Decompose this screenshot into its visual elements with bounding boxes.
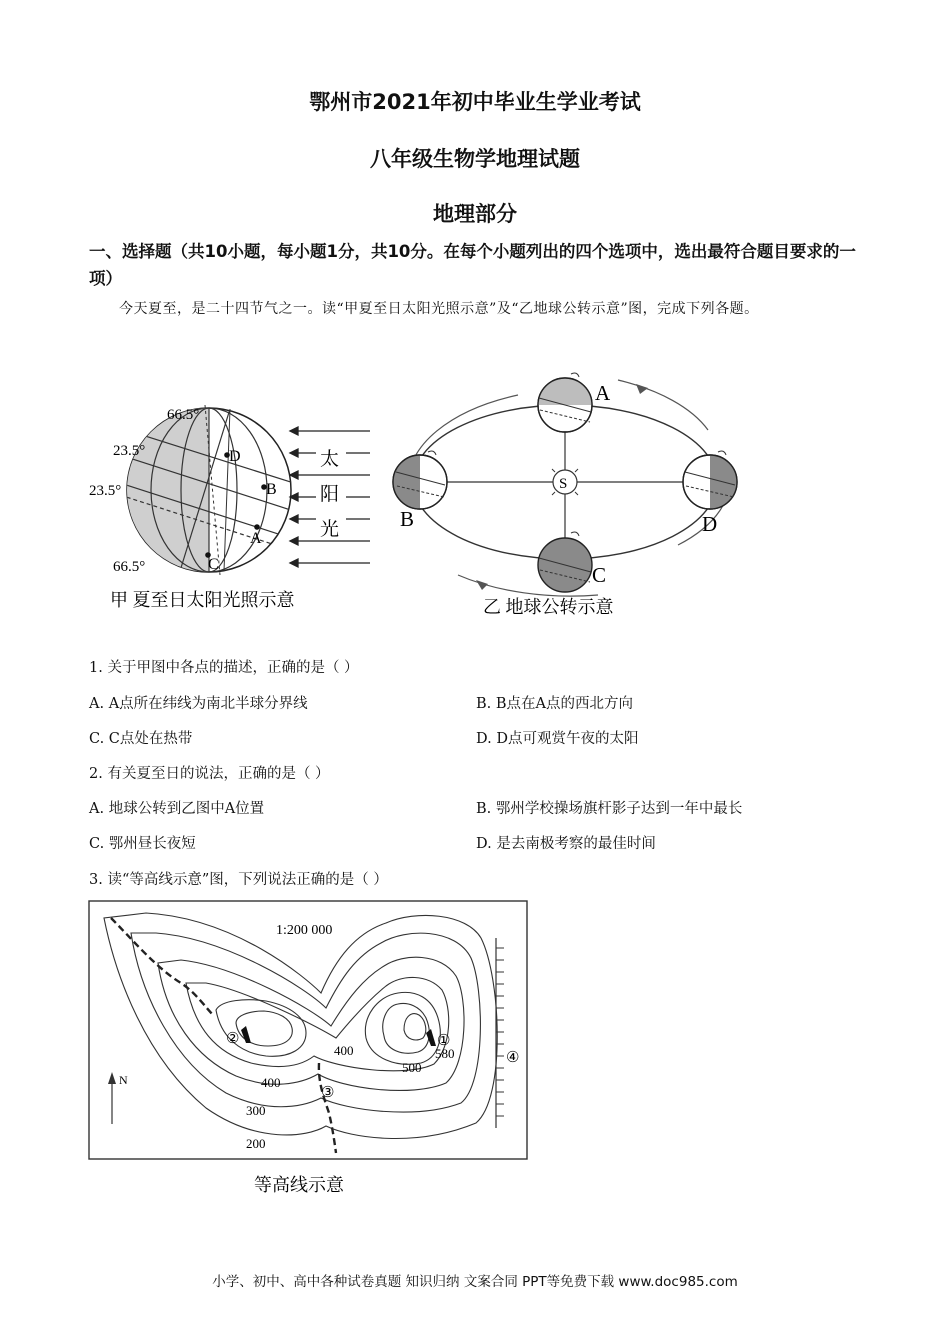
figure-jia-caption: 甲 夏至日太阳光照示意 xyxy=(110,590,295,610)
figure-jia-sunlight-diagram xyxy=(80,395,380,620)
question-3-stem: 3. 读“等高线示意”图，下列说法正确的是（ ） xyxy=(89,872,388,888)
map-mark-1: ① xyxy=(437,1033,451,1049)
contour-label-500: 500 xyxy=(402,1060,422,1075)
lat-66-5-top-label: 66.5° xyxy=(167,407,200,423)
sun-char-tai: 太 xyxy=(320,449,340,470)
lat-23-5-top-label: 23.5° xyxy=(113,443,146,459)
orbit-position-b-label: B xyxy=(400,507,415,531)
question-1-stem: 1. 关于甲图中各点的描述，正确的是（ ） xyxy=(89,660,359,676)
north-label: N xyxy=(119,1073,128,1087)
question-2-option-a: A. 地球公转到乙图中A位置 xyxy=(89,801,265,817)
question-2-stem: 2. 有关夏至日的说法，正确的是（ ） xyxy=(89,766,330,782)
map-mark-3: ③ xyxy=(321,1085,335,1101)
contour-label-400-mid: 400 xyxy=(334,1043,354,1058)
section-intro: 今天夏至，是二十四节气之一。读“甲夏至日太阳光照示意”及“乙地球公转示意”图，完成下列各题。 xyxy=(119,301,759,317)
question-1-option-a: A. A点所在纬线为南北半球分界线 xyxy=(89,696,308,712)
orbit-position-c-label: C xyxy=(592,563,607,587)
section-heading: 一、选择题（共10小题，每小题1分，共10分。在每个小题列出的四个选项中，选出最符合题目要求的一项） xyxy=(89,242,856,288)
figure-yi-caption: 乙 地球公转示意 xyxy=(483,597,614,617)
map-scale-label: 1:200 000 xyxy=(276,923,333,938)
exam-title: 鄂州市2021年初中毕业生学业考试 xyxy=(309,90,641,114)
question-1-option-b: B. B点在A点的西北方向 xyxy=(476,696,633,712)
question-1-option-c: C. C点处在热带 xyxy=(89,731,193,747)
question-2-option-c: C. 鄂州昼长夜短 xyxy=(89,836,196,852)
lat-23-5-bottom-label: 23.5° xyxy=(89,483,122,499)
point-c-label: C xyxy=(208,556,219,573)
lat-66-5-bottom-label: 66.5° xyxy=(113,559,146,575)
page-footer: 小学、初中、高中各种试卷真题 知识归纳 文案合同 PPT等免费下载 www.doc985.com xyxy=(212,1274,738,1290)
sun-s-label: S xyxy=(559,476,568,492)
question-2-option-d: D. 是去南极考察的最佳时间 xyxy=(476,836,656,852)
contour-label-300: 300 xyxy=(246,1103,266,1118)
orbit-position-a-label: A xyxy=(595,381,611,405)
map-mark-4: ④ xyxy=(506,1050,520,1066)
exam-subtitle: 八年级生物学地理试题 xyxy=(370,147,580,171)
point-d-label: D xyxy=(229,448,241,465)
question-1-option-d: D. D点可观赏午夜的太阳 xyxy=(476,731,639,747)
contour-label-580: 580 xyxy=(435,1046,455,1061)
contour-label-200: 200 xyxy=(246,1136,266,1151)
contour-map-figure xyxy=(86,898,532,1198)
figure-yi-orbit-diagram xyxy=(388,360,750,625)
question-2-option-b: B. 鄂州学校操场旗杆影子达到一年中最长 xyxy=(476,801,743,817)
point-b-label: B xyxy=(266,481,277,498)
orbit-position-d-label: D xyxy=(702,512,718,536)
contour-label-400-left: 400 xyxy=(261,1075,281,1090)
contour-map-caption: 等高线示意 xyxy=(254,1175,344,1195)
section-title: 地理部分 xyxy=(433,202,517,226)
sun-char-guang: 光 xyxy=(320,519,340,540)
sun-char-yang: 阳 xyxy=(320,484,340,505)
point-a-label: A xyxy=(250,530,262,547)
map-mark-2: ② xyxy=(226,1031,240,1047)
